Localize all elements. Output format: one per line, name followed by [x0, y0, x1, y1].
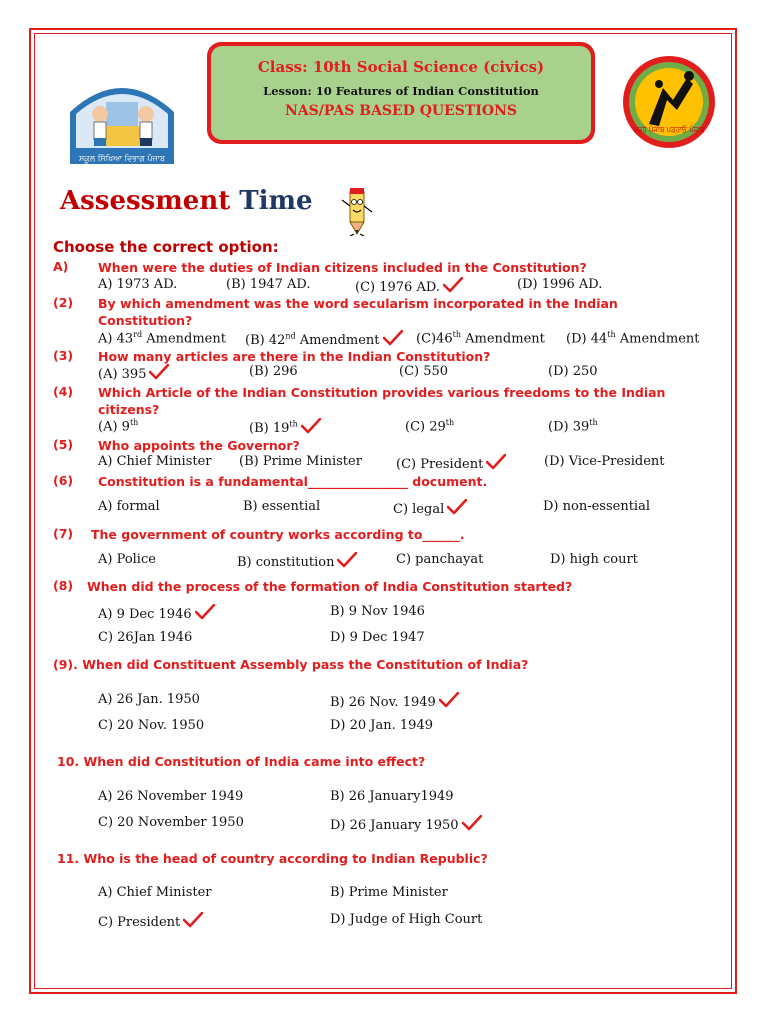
option-d: (D) Vice-President	[544, 454, 665, 469]
option-a: A) Chief Minister	[98, 454, 212, 469]
check-mark-icon	[337, 552, 357, 568]
question-text: The government of country works according to______.	[91, 527, 465, 542]
option-a: A) Chief Minister	[98, 885, 212, 900]
option-d: D) 9 Dec 1947	[330, 630, 425, 645]
option-d: D) non-essential	[543, 499, 650, 514]
left-logo-text: ਸਕੂਲ ਸਿੱਖਿਆ ਵਿਭਾਗ ਪੰਜਾਬ	[78, 154, 166, 163]
option-d: D) 20 Jan. 1949	[330, 718, 433, 733]
option-c: (C) 550	[399, 364, 449, 379]
lesson-line: Lesson: 10 Features of Indian Constitution	[263, 84, 539, 98]
option-d: D) Judge of High Court	[330, 912, 483, 927]
instructions-heading: Choose the correct option:	[53, 238, 279, 256]
option-b: (B) 19th	[249, 418, 321, 436]
check-mark-icon	[439, 692, 459, 708]
check-mark-icon	[195, 604, 215, 620]
right-logo-text: ਪੜ੍ਹੋ ਪੰਜਾਬ ਪੜ੍ਹਾਓ ਪੰਜਾਬ	[633, 126, 705, 134]
check-mark-icon	[447, 499, 467, 515]
option-c: (C)46th Amendment	[416, 330, 545, 347]
option-a: A) 9 Dec 1946	[98, 604, 215, 622]
option-d: (D) 39th	[548, 418, 598, 435]
option-b: B) 26 January1949	[330, 789, 454, 804]
check-mark-icon	[443, 277, 463, 293]
question-text: How many articles are there in the Indian Constitution?	[98, 349, 491, 364]
option-a: A) 1973 AD.	[98, 277, 178, 292]
option-c: (C) President	[396, 454, 506, 472]
check-mark-icon	[462, 815, 482, 831]
question-text: When did the process of the formation of India Constitution started?	[87, 579, 573, 594]
option-c: (C) 29th	[405, 418, 455, 435]
option-c: C) 26Jan 1946	[98, 630, 193, 645]
option-b: B) 9 Nov 1946	[330, 604, 425, 619]
title-word-time: Time	[239, 186, 313, 216]
option-c: C) President	[98, 912, 203, 930]
option-a: A) formal	[98, 499, 160, 514]
page-title	[60, 186, 313, 216]
option-a: (A) 9th	[98, 418, 139, 435]
check-mark-icon	[183, 912, 203, 928]
option-a: A) 43rd Amendment	[98, 330, 226, 347]
padho-punjab-logo	[619, 54, 719, 154]
question-text: By which amendment was the word secularism incorporated in the Indian Constitution?	[98, 296, 618, 328]
question-number: (3)	[53, 348, 74, 363]
title-word-assessment: Assessment	[60, 186, 231, 216]
school-education-logo	[62, 72, 182, 176]
option-a: (A) 395	[98, 364, 169, 382]
check-mark-icon	[301, 418, 321, 434]
option-c: C) legal	[393, 499, 467, 517]
option-b: B) essential	[243, 499, 321, 514]
pencil-mascot-icon	[340, 180, 374, 240]
option-d: D) high court	[550, 552, 638, 567]
option-a: A) 26 Jan. 1950	[98, 692, 200, 707]
header-inner	[211, 46, 591, 140]
question-text: 11. Who is the head of country according to Indian Republic?	[57, 851, 488, 866]
option-b: (B) 296	[249, 364, 298, 379]
option-b: (B) Prime Minister	[239, 454, 362, 469]
option-d: (D) 250	[548, 364, 598, 379]
option-a: A) Police	[98, 552, 156, 567]
option-b: (B) 42nd Amendment	[245, 330, 403, 348]
question-number: (8)	[53, 578, 74, 593]
question-text: When were the duties of Indian citizens included in the Constitution?	[98, 260, 587, 275]
question-number: (6)	[53, 473, 74, 488]
option-a: A) 26 November 1949	[98, 789, 244, 804]
question-text: Who appoints the Governor?	[98, 438, 300, 453]
option-c: (C) 1976 AD.	[355, 277, 463, 295]
question-number: (5)	[53, 437, 74, 452]
check-mark-icon	[486, 454, 506, 470]
option-b: B) Prime Minister	[330, 885, 448, 900]
option-d: (D) 1996 AD.	[517, 277, 603, 292]
option-d: (D) 44th Amendment	[566, 330, 700, 347]
question-number: (7)	[53, 526, 74, 541]
question-number: (2)	[53, 295, 74, 310]
question-text: (9). When did Constituent Assembly pass the Constitution of India?	[53, 657, 529, 672]
check-mark-icon	[149, 364, 169, 380]
option-b: B) 26 Nov. 1949	[330, 692, 459, 710]
header-box	[207, 42, 595, 144]
subtitle-line: NAS/PAS BASED QUESTIONS	[285, 103, 517, 119]
option-b: B) constitution	[237, 552, 357, 570]
option-c: C) 20 Nov. 1950	[98, 718, 205, 733]
option-c: C) 20 November 1950	[98, 815, 244, 830]
question-number: A)	[53, 259, 69, 274]
check-mark-icon	[383, 330, 403, 346]
option-c: C) panchayat	[396, 552, 484, 567]
question-text: 10. When did Constitution of India came into effect?	[57, 754, 426, 769]
question-number: (4)	[53, 384, 74, 399]
option-d: D) 26 January 1950	[330, 815, 482, 833]
question-text: Which Article of the Indian Constitution provides various freedoms to the Indian citizens?	[98, 385, 666, 417]
class-line: Class: 10th Social Science (civics)	[257, 58, 545, 76]
option-b: (B) 1947 AD.	[226, 277, 311, 292]
question-text: Constitution is a fundamental________________ document.	[98, 474, 488, 489]
